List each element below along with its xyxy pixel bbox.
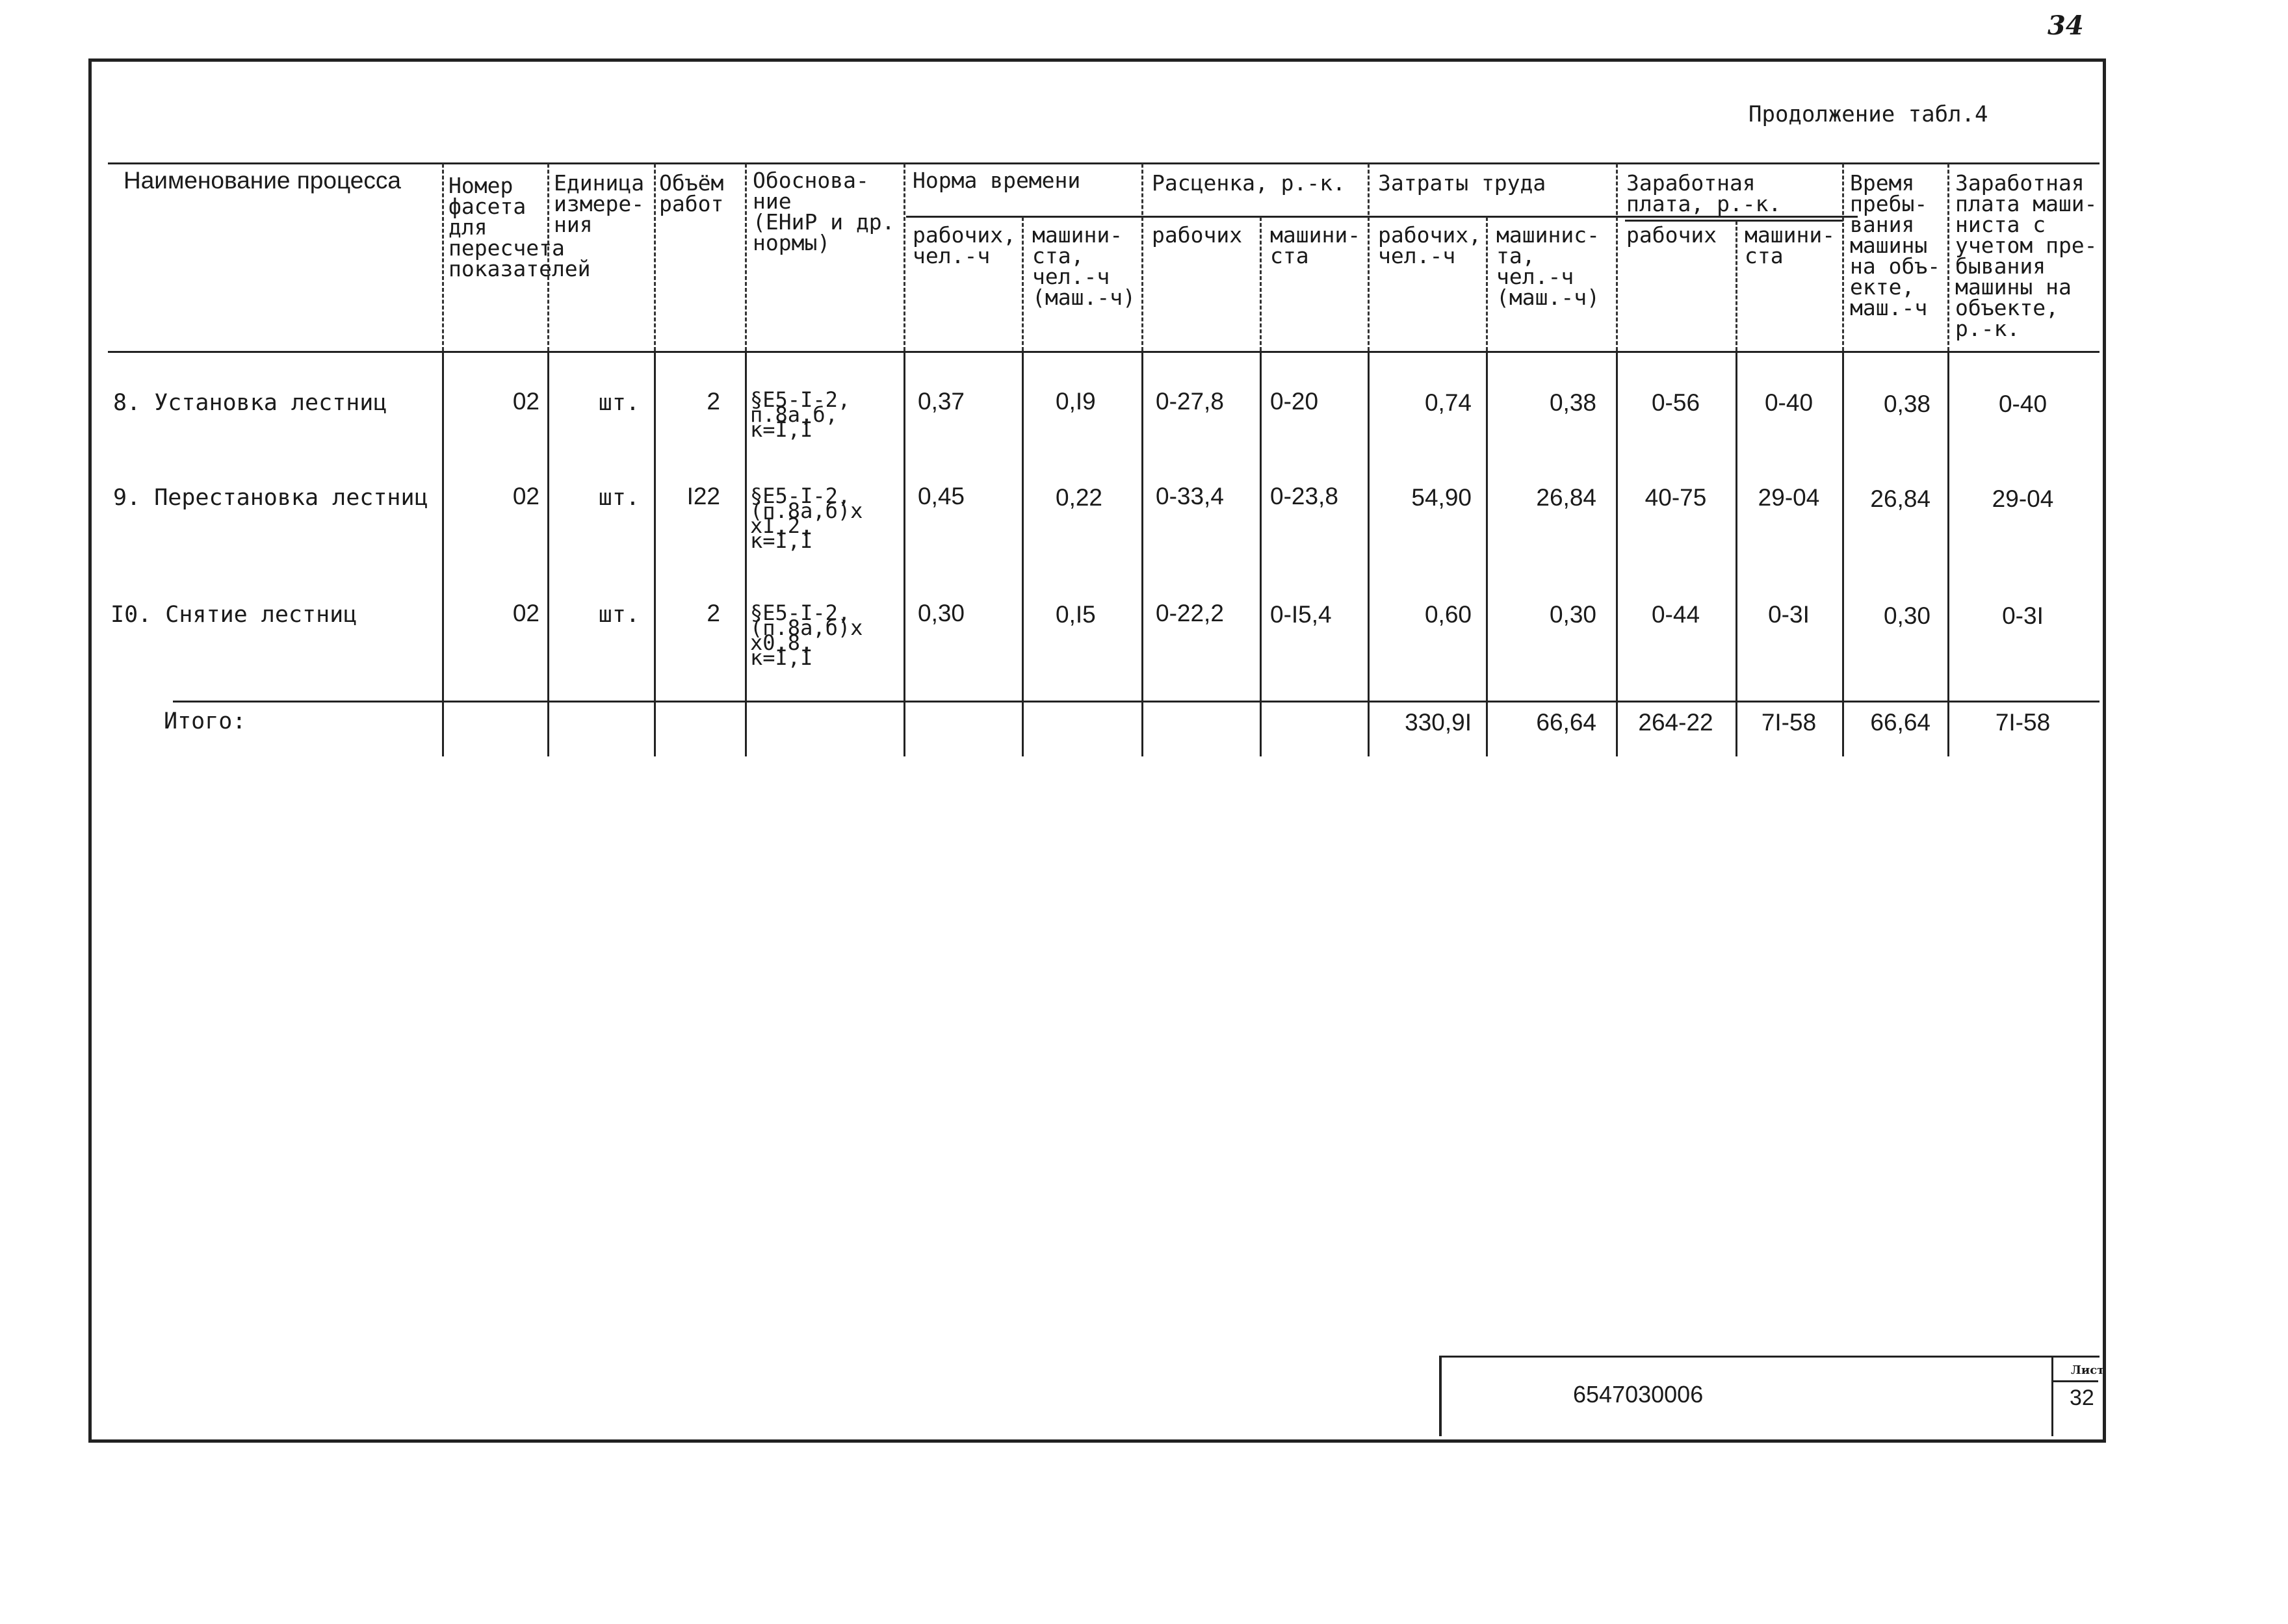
row-9-machinist-wage: 29-04 xyxy=(1992,485,2054,512)
row-9-basis: §Е5-I-2, (п.8а,б)х хI,2, к=I,I xyxy=(750,483,863,553)
row-8-unit: шт. xyxy=(598,390,640,416)
row-8-norm-workers: 0,37 xyxy=(918,388,965,415)
body-sep-11 xyxy=(1616,352,1618,756)
row-10-facet: 02 xyxy=(512,600,540,626)
header-rate-machinist: машини- ста xyxy=(1270,222,1361,268)
header-volume: Объём работ xyxy=(659,170,724,216)
col-sep-labor-sub xyxy=(1486,217,1488,351)
header-stay-time: Время пребы- вания машины на объ- екте, маш.-ч xyxy=(1850,170,1941,320)
header-norm: Норма времени xyxy=(913,168,1081,193)
total-line xyxy=(173,701,2100,702)
total-machinist-wage: 7I-58 xyxy=(1995,709,2051,736)
col-sep-volume xyxy=(654,164,656,351)
row-9-wage-workers: 40-75 xyxy=(1644,484,1707,511)
document-code: 6547030006 xyxy=(1573,1381,1704,1408)
header-labor: Затраты труда xyxy=(1378,170,1546,196)
total-labor-machinist: 66,64 xyxy=(1536,709,1596,736)
body-sep-10 xyxy=(1486,352,1488,756)
row-8-labor-machinist: 0,38 xyxy=(1549,389,1596,416)
row-9-name: 9. Перестановка лестниц xyxy=(113,485,428,511)
row-9-stay-time: 26,84 xyxy=(1870,485,1930,512)
body-sep-1 xyxy=(442,352,444,756)
header-wage: Заработная плата, р.-к. xyxy=(1626,170,1782,216)
header-unit: Единица измере- ния xyxy=(554,170,645,237)
row-8-labor-workers: 0,74 xyxy=(1424,389,1472,416)
row-10-name: I0. Снятие лестниц xyxy=(110,602,358,628)
wage-sub-line xyxy=(1625,220,1843,222)
col-sep-wage xyxy=(1616,164,1618,351)
row-10-rate-workers: 0-22,2 xyxy=(1156,600,1224,626)
col-sep-labor xyxy=(1368,164,1370,351)
sheet-number: 32 xyxy=(2070,1386,2094,1410)
header-labor-machinist: машинис- та, чел.-ч (маш.-ч) xyxy=(1496,222,1600,310)
row-10-wage-machinist: 0-3I xyxy=(1768,601,1810,628)
col-sep-basis xyxy=(745,164,747,351)
row-10-machinist-wage: 0-3I xyxy=(2002,602,2044,629)
sheet-label: Лист xyxy=(2071,1363,2105,1377)
row-8-facet: 02 xyxy=(512,388,540,415)
row-9-facet: 02 xyxy=(512,483,540,509)
body-sep-4 xyxy=(745,352,747,756)
row-8-rate-machinist: 0-20 xyxy=(1270,388,1319,415)
col-sep-rate-sub xyxy=(1260,217,1262,351)
col-sep-stay xyxy=(1842,164,1844,351)
body-sep-14 xyxy=(1947,352,1949,756)
header-rate: Расценка, р.-к. xyxy=(1152,170,1346,196)
row-10-rate-machinist: 0-I5,4 xyxy=(1270,601,1332,628)
total-label: Итого: xyxy=(164,708,246,734)
header-bottom-line xyxy=(108,351,2100,353)
body-sep-12 xyxy=(1736,352,1737,756)
row-8-norm-machinist: 0,I9 xyxy=(1056,388,1096,415)
header-basis: Обоснова- ние (ЕНиР и др. нормы) xyxy=(753,168,895,255)
row-9-norm-workers: 0,45 xyxy=(918,483,965,509)
row-9-labor-machinist: 26,84 xyxy=(1536,484,1596,511)
row-10-basis: §Е5-I-2, (п.8а,б)х х0,8, к=I,I xyxy=(750,600,863,670)
body-sep-9 xyxy=(1368,352,1370,756)
row-9-rate-machinist: 0-23,8 xyxy=(1270,483,1338,509)
page-number: 34 xyxy=(2048,10,2084,41)
header-wage-machinist: машини- ста xyxy=(1745,222,1836,268)
row-10-wage-workers: 0-44 xyxy=(1651,601,1700,628)
row-9-volume: I22 xyxy=(686,483,720,509)
header-machinist-wage: Заработная плата маши- ниста с учетом пре- бывания машины на объекте, р.-к. xyxy=(1955,170,2098,341)
total-wage-machinist: 7I-58 xyxy=(1761,709,1817,736)
body-sep-3 xyxy=(654,352,656,756)
body-sep-6 xyxy=(1022,352,1024,756)
body-sep-2 xyxy=(547,352,549,756)
stamp-sheet-line xyxy=(2051,1356,2053,1436)
stamp-sheet-divider xyxy=(2053,1380,2098,1382)
row-10-volume: 2 xyxy=(707,600,720,626)
row-10-labor-machinist: 0,30 xyxy=(1549,601,1596,628)
row-10-stay-time: 0,30 xyxy=(1883,602,1930,629)
row-9-wage-machinist: 29-04 xyxy=(1758,484,1820,511)
stamp-left-line xyxy=(1439,1356,1442,1436)
body-sep-7 xyxy=(1141,352,1143,756)
row-8-wage-machinist: 0-40 xyxy=(1764,389,1814,416)
row-9-norm-machinist: 0,22 xyxy=(1056,484,1103,511)
row-8-stay-time: 0,38 xyxy=(1883,391,1930,417)
row-10-norm-workers: 0,30 xyxy=(918,600,965,626)
stamp-top-line xyxy=(1439,1356,2100,1358)
row-9-rate-workers: 0-33,4 xyxy=(1156,483,1224,509)
total-wage-workers: 264-22 xyxy=(1638,709,1713,736)
header-top-line xyxy=(108,162,2100,164)
row-10-unit: шт. xyxy=(598,602,640,628)
header-facet: Номер фасета для пересчета показателей xyxy=(448,173,591,281)
row-8-basis: §Е5-I-2, п.8а,б, к=I,I xyxy=(750,387,851,442)
row-8-volume: 2 xyxy=(707,388,720,415)
row-10-norm-machinist: 0,I5 xyxy=(1056,601,1096,628)
row-8-rate-workers: 0-27,8 xyxy=(1156,388,1224,415)
header-norm-workers: рабочих, чел.-ч xyxy=(913,222,1016,268)
col-sep-norm xyxy=(904,164,905,351)
row-10-labor-workers: 0,60 xyxy=(1424,601,1472,628)
row-8-machinist-wage: 0-40 xyxy=(1998,391,2048,417)
row-9-unit: шт. xyxy=(598,485,640,511)
header-norm-machinist: машини- ста, чел.-ч (маш.-ч) xyxy=(1032,222,1136,310)
table-continuation-title: Продолжение табл.4 xyxy=(1748,101,1988,127)
col-sep-rate xyxy=(1141,164,1143,351)
row-8-name: 8. Установка лестниц xyxy=(113,390,387,416)
header-name: Наименование процесса xyxy=(124,167,401,194)
row-8-wage-workers: 0-56 xyxy=(1651,389,1700,416)
total-labor-workers: 330,9I xyxy=(1405,709,1472,736)
body-sep-5 xyxy=(904,352,905,756)
header-rate-workers: рабочих xyxy=(1152,222,1243,248)
header-wage-workers: рабочих xyxy=(1626,222,1717,248)
total-stay-time: 66,64 xyxy=(1870,709,1930,736)
body-sep-13 xyxy=(1842,352,1844,756)
row-9-labor-workers: 54,90 xyxy=(1411,484,1472,511)
col-sep-mw xyxy=(1947,164,1949,351)
col-sep-facet xyxy=(442,164,444,351)
col-sep-norm-sub xyxy=(1022,217,1024,351)
col-sep-wage-sub xyxy=(1736,221,1737,351)
body-sep-8 xyxy=(1260,352,1262,756)
header-labor-workers: рабочих, чел.-ч xyxy=(1378,222,1481,268)
